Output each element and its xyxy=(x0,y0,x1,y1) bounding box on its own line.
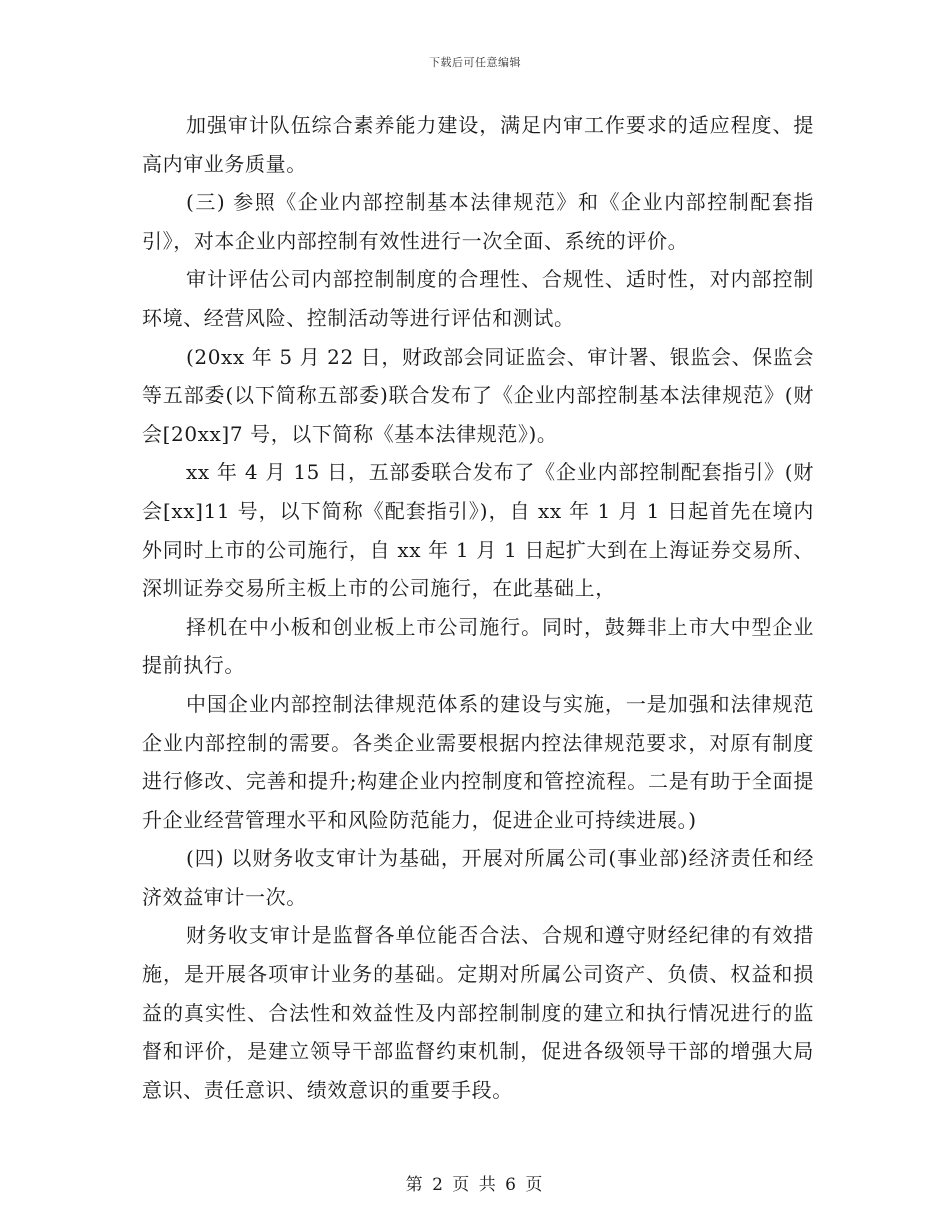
document-body xyxy=(142,106,814,1109)
paragraph-6: 择机在中小板和创业板上市公司施行。同时，鼓舞非上市大中型企业提前执行。 xyxy=(142,614,814,678)
paragraph-5: xx 年 4 月 15 日，五部委联合发布了《企业内部控制配套指引》(财会[xx]11 号，以下简称《配套指引》)，自 xx 年 1 月 1 日起首先在境内外同时上市的公司施行，自 xx 年 1 月 1 日起扩大到在上海证券交易所、深圳证券交易所主板上市的公司施行，在此基础上， xyxy=(142,460,814,601)
paragraph-7: 中国企业内部控制法律规范体系的建设与实施，一是加强和法律规范企业内部控制的需要。各类企业需要根据内控法律规范要求，对原有制度进行修改、完善和提升;构建企业内控制度和管控流程。二是有助于全面提升企业经营管理水平和风险防范能力，促进企业可持续进展。) xyxy=(142,691,814,832)
paragraph-2: (三) 参照《企业内部控制基本法律规范》和《企业内部控制配套指引》，对本企业内部控制有效性进行一次全面、系统的评价。 xyxy=(142,190,814,253)
paragraph-4: (20xx 年 5 月 22 日，财政部会同证监会、审计署、银监会、保监会等五部委(以下简称五部委)联合发布了《企业内部控制基本法律规范》(财会[20xx]7 号，以下简称《基本法律规范》)。 xyxy=(142,344,814,446)
paragraph-8: (四) 以财务收支审计为基础，开展对所属公司(事业部)经济责任和经济效益审计一次。 xyxy=(142,846,814,909)
paragraph-3: 审计评估公司内部控制制度的合理性、合规性、适时性，对内部控制环境、经营风险、控制活动等进行评估和测试。 xyxy=(142,267,814,330)
page-header: 下载后可任意编辑 xyxy=(429,56,521,69)
paragraph-1: 加强审计队伍综合素养能力建设，满足内审工作要求的适应程度、提高内审业务质量。 xyxy=(142,113,814,176)
paragraph-9: 财务收支审计是监督各单位能否合法、合规和遵守财经纪律的有效措施，是开展各项审计业务的基础。定期对所属公司资产、负债、权益和损益的真实性、合法性和效益性及内部控制制度的建立和执行情况进行的监督和评价，是建立领导干部监督约束机制，促进各级领导干部的增强大局意识、责任意识、绩效意识的重要手段。 xyxy=(142,923,814,1102)
page-number-footer: 第 2 页 共 6 页 xyxy=(405,1175,545,1195)
